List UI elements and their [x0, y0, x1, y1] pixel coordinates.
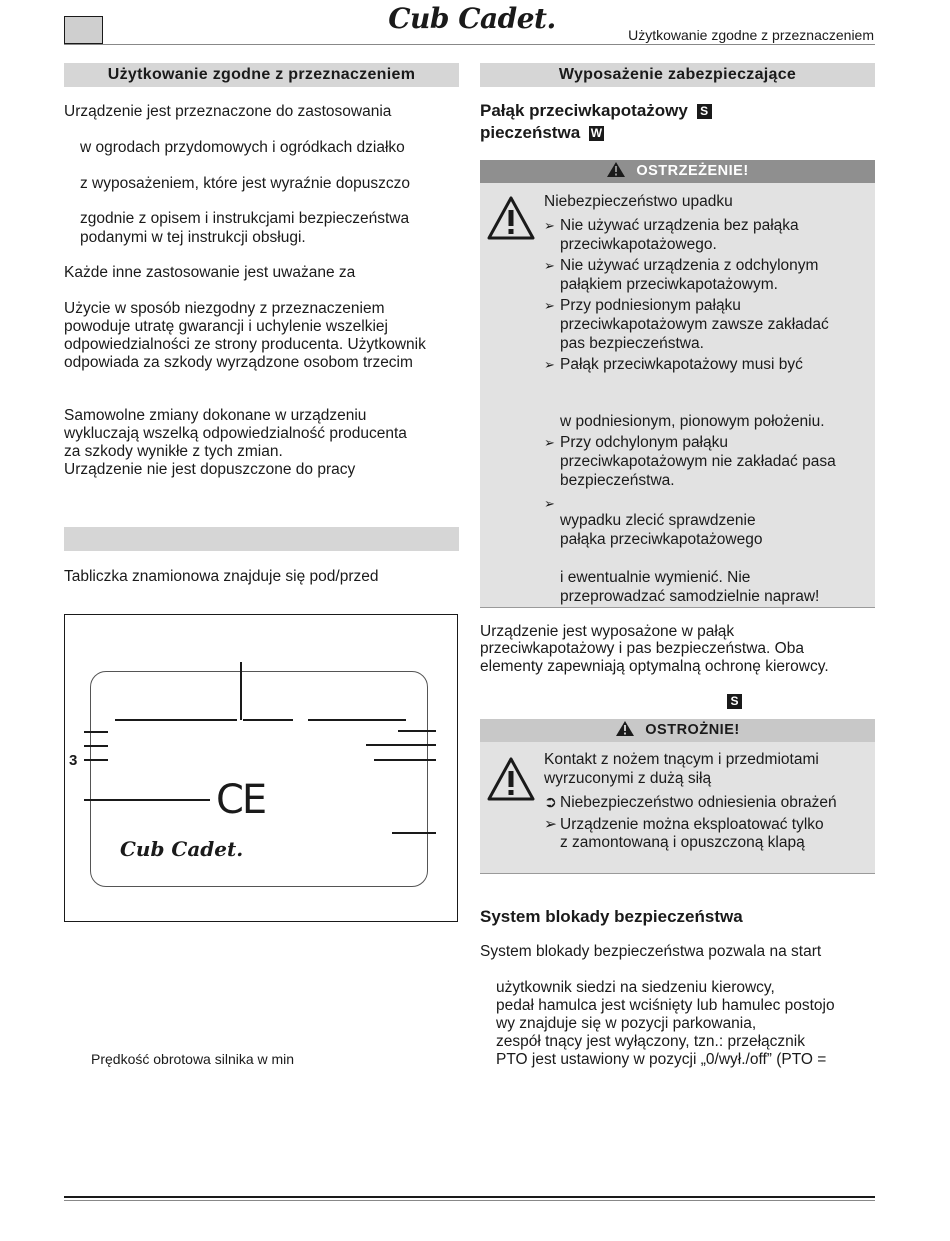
changes-line: Samowolne zmiany dokonane w urządzeniu [64, 407, 367, 424]
warning-line: Pałąk przeciwkapotażowy musi być [560, 356, 803, 373]
section-title: Użytkowanie zgodne z przeznaczeniem [107, 66, 416, 83]
standalone-badge-s [727, 693, 742, 711]
callout-line [392, 832, 436, 834]
warning-line: przeciwkapotażowym nie zakładać pasa [560, 453, 836, 470]
rollbar-heading-2 [480, 122, 604, 144]
footer-rule-thin [64, 1200, 875, 1201]
warning-line: bezpieczeństwa. [560, 472, 675, 489]
rollbar-heading-text: Pałąk przeciwkapotażowy [480, 101, 688, 120]
warning-line: Nie używać urządzenia z odchylonym [560, 257, 819, 274]
caution-hazard: Kontakt z nożem tnącym i przedmiotami [544, 751, 819, 768]
changes-line: wykluczają wszelką odpowiedzialność producenta [64, 425, 407, 442]
warning-line: przeciwkapotażowego. [560, 236, 717, 253]
intro-text: Urządzenie jest przeznaczone do zastosowania [64, 103, 392, 120]
caution-hazard: wyrzuconymi z dużą siłą [544, 770, 712, 787]
caution-title: OSTROŻNIE! [645, 722, 740, 738]
caution-large-icon [486, 756, 536, 802]
misuse-line: odpowiada za szkody wyrządzone osobom trzecim [64, 354, 413, 371]
footer-rule [64, 1196, 875, 1198]
header-rule [64, 44, 875, 45]
warning-line: Nie używać urządzenia bez pałąka [560, 217, 799, 234]
warning-triangle-icon [606, 161, 626, 178]
warning-bullet-icon: ➢ [544, 435, 555, 450]
caution-action: Urządzenie można eksploatować tylko [560, 816, 824, 833]
warning-bullet-icon: ➢ [544, 218, 555, 233]
caution-header [480, 719, 875, 742]
badge-w: W [590, 126, 603, 141]
warning-line: Przy odchylonym pałąku [560, 434, 728, 451]
warning-line: wypadku zlecić sprawdzenie [560, 512, 756, 529]
interlock-item: zespół tnący jest wyłączony, tzn.: przełącznik [496, 1033, 805, 1050]
warning-line: i ewentualnie wymienić. Nie [560, 569, 751, 586]
ce-mark: CE [216, 777, 266, 823]
warning-header [480, 160, 875, 183]
plate-brand-logo: Cub Cadet. [120, 837, 244, 861]
warning-line: pas bezpieczeństwa. [560, 335, 704, 352]
equipped-line: Urządzenie jest wyposażone w pałąk [480, 623, 735, 640]
caution-consequence: Niebezpieczeństwo odniesienia obrażeń [560, 794, 837, 811]
running-title: Użytkowanie zgodne z przeznaczeniem [628, 27, 874, 43]
caution-action: z zamontowaną i opuszczoną klapą [560, 834, 805, 851]
callout-line [84, 759, 108, 761]
caution-action-bullet: ➢ [544, 816, 557, 833]
interlock-heading: System blokady bezpieczeństwa [480, 907, 743, 926]
use-item: w ogrodach przydomowych i ogródkach działko [80, 139, 405, 156]
brand-logo: Cub Cadet. [388, 2, 556, 35]
warning-line: Przy podniesionym pałąku [560, 297, 741, 314]
page-number-box [64, 16, 103, 44]
warning-bullet-icon: ➢ [544, 258, 555, 273]
rollbar-heading [480, 100, 712, 122]
warning-line: w podniesionym, pionowym położeniu. [560, 413, 825, 430]
interlock-intro: System blokady bezpieczeństwa pozwala na start [480, 943, 822, 960]
warning-line: pałąkiem przeciwkapotażowym. [560, 276, 778, 293]
engine-speed-text: Prędkość obrotowa silnika w min [91, 1051, 295, 1067]
nameplate-location-text: Tabliczka znamionowa znajduje się pod/przed [64, 568, 379, 585]
warning-line: przeprowadzać samodzielnie napraw! [560, 588, 820, 605]
callout-number: 3 [69, 752, 78, 769]
use-item: zgodnie z opisem i instrukcjami bezpieczeństwa [80, 210, 410, 227]
callout-line [366, 744, 436, 746]
callout-line [240, 662, 242, 720]
section-bar-safety-equipment [480, 63, 875, 87]
warning-bullet-icon: ➢ [544, 298, 555, 313]
misuse-line: Użycie w sposób niezgodny z przeznaczeniem [64, 300, 385, 317]
use-item: podanymi w tej instrukcji obsługi. [80, 229, 306, 246]
other-use-text: Każde inne zastosowanie jest uważane za [64, 264, 356, 281]
warning-triangle-icon [615, 720, 635, 737]
interlock-item: PTO jest ustawiony w pozycji „0/wył./off” (PTO = [496, 1051, 827, 1068]
callout-line [308, 719, 406, 721]
callout-line [84, 799, 210, 801]
interlock-item: wy znajduje się w pozycji parkowania, [496, 1015, 757, 1032]
warning-bullet-icon: ➢ [544, 496, 555, 511]
equipped-line: elementy zapewniają optymalną ochronę kierowcy. [480, 658, 829, 675]
use-item: z wyposażeniem, które jest wyraźnie dopuszczo [80, 175, 410, 192]
callout-line [374, 759, 436, 761]
callout-line [84, 731, 108, 733]
section-title: Wyposażenie zabezpieczające [558, 66, 797, 83]
warning-title: OSTRZEŻENIE! [636, 163, 749, 179]
interlock-item: użytkownik siedzi na siedzeniu kierowcy, [496, 979, 775, 996]
warning-line: przeciwkapotażowym zawsze zakładać [560, 316, 829, 333]
warning-line: pałąka przeciwkapotażowego [560, 531, 763, 548]
section-bar-nameplate [64, 527, 459, 551]
badge-s: S [697, 104, 712, 119]
warning-hazard: Niebezpieczeństwo upadku [544, 193, 733, 210]
changes-line: Urządzenie nie jest dopuszczone do pracy [64, 461, 356, 478]
callout-line [243, 719, 293, 721]
warning-bullet-icon: ➢ [544, 357, 555, 372]
caution-consequence-bullet: ➲ [544, 794, 557, 811]
callout-line [398, 730, 436, 732]
interlock-item: pedał hamulca jest wciśnięty lub hamulec postojo [496, 997, 835, 1014]
equipped-line: przeciwkapotażowy i pas bezpieczeństwa. Oba [480, 640, 804, 657]
callout-line [115, 719, 237, 721]
callout-line [84, 745, 108, 747]
misuse-line: powoduje utratę gwarancji i uchylenie wszelkiej [64, 318, 388, 335]
warning-large-icon [486, 195, 536, 241]
misuse-line: odpowiedzialności ze strony producenta. Użytkownik [64, 336, 426, 353]
changes-line: za szkody wynikłe z tych zmian. [64, 443, 283, 460]
badge-s: S [727, 694, 742, 709]
section-bar-intended-use [64, 63, 459, 87]
rollbar-heading-text: pieczeństwa [480, 123, 581, 142]
